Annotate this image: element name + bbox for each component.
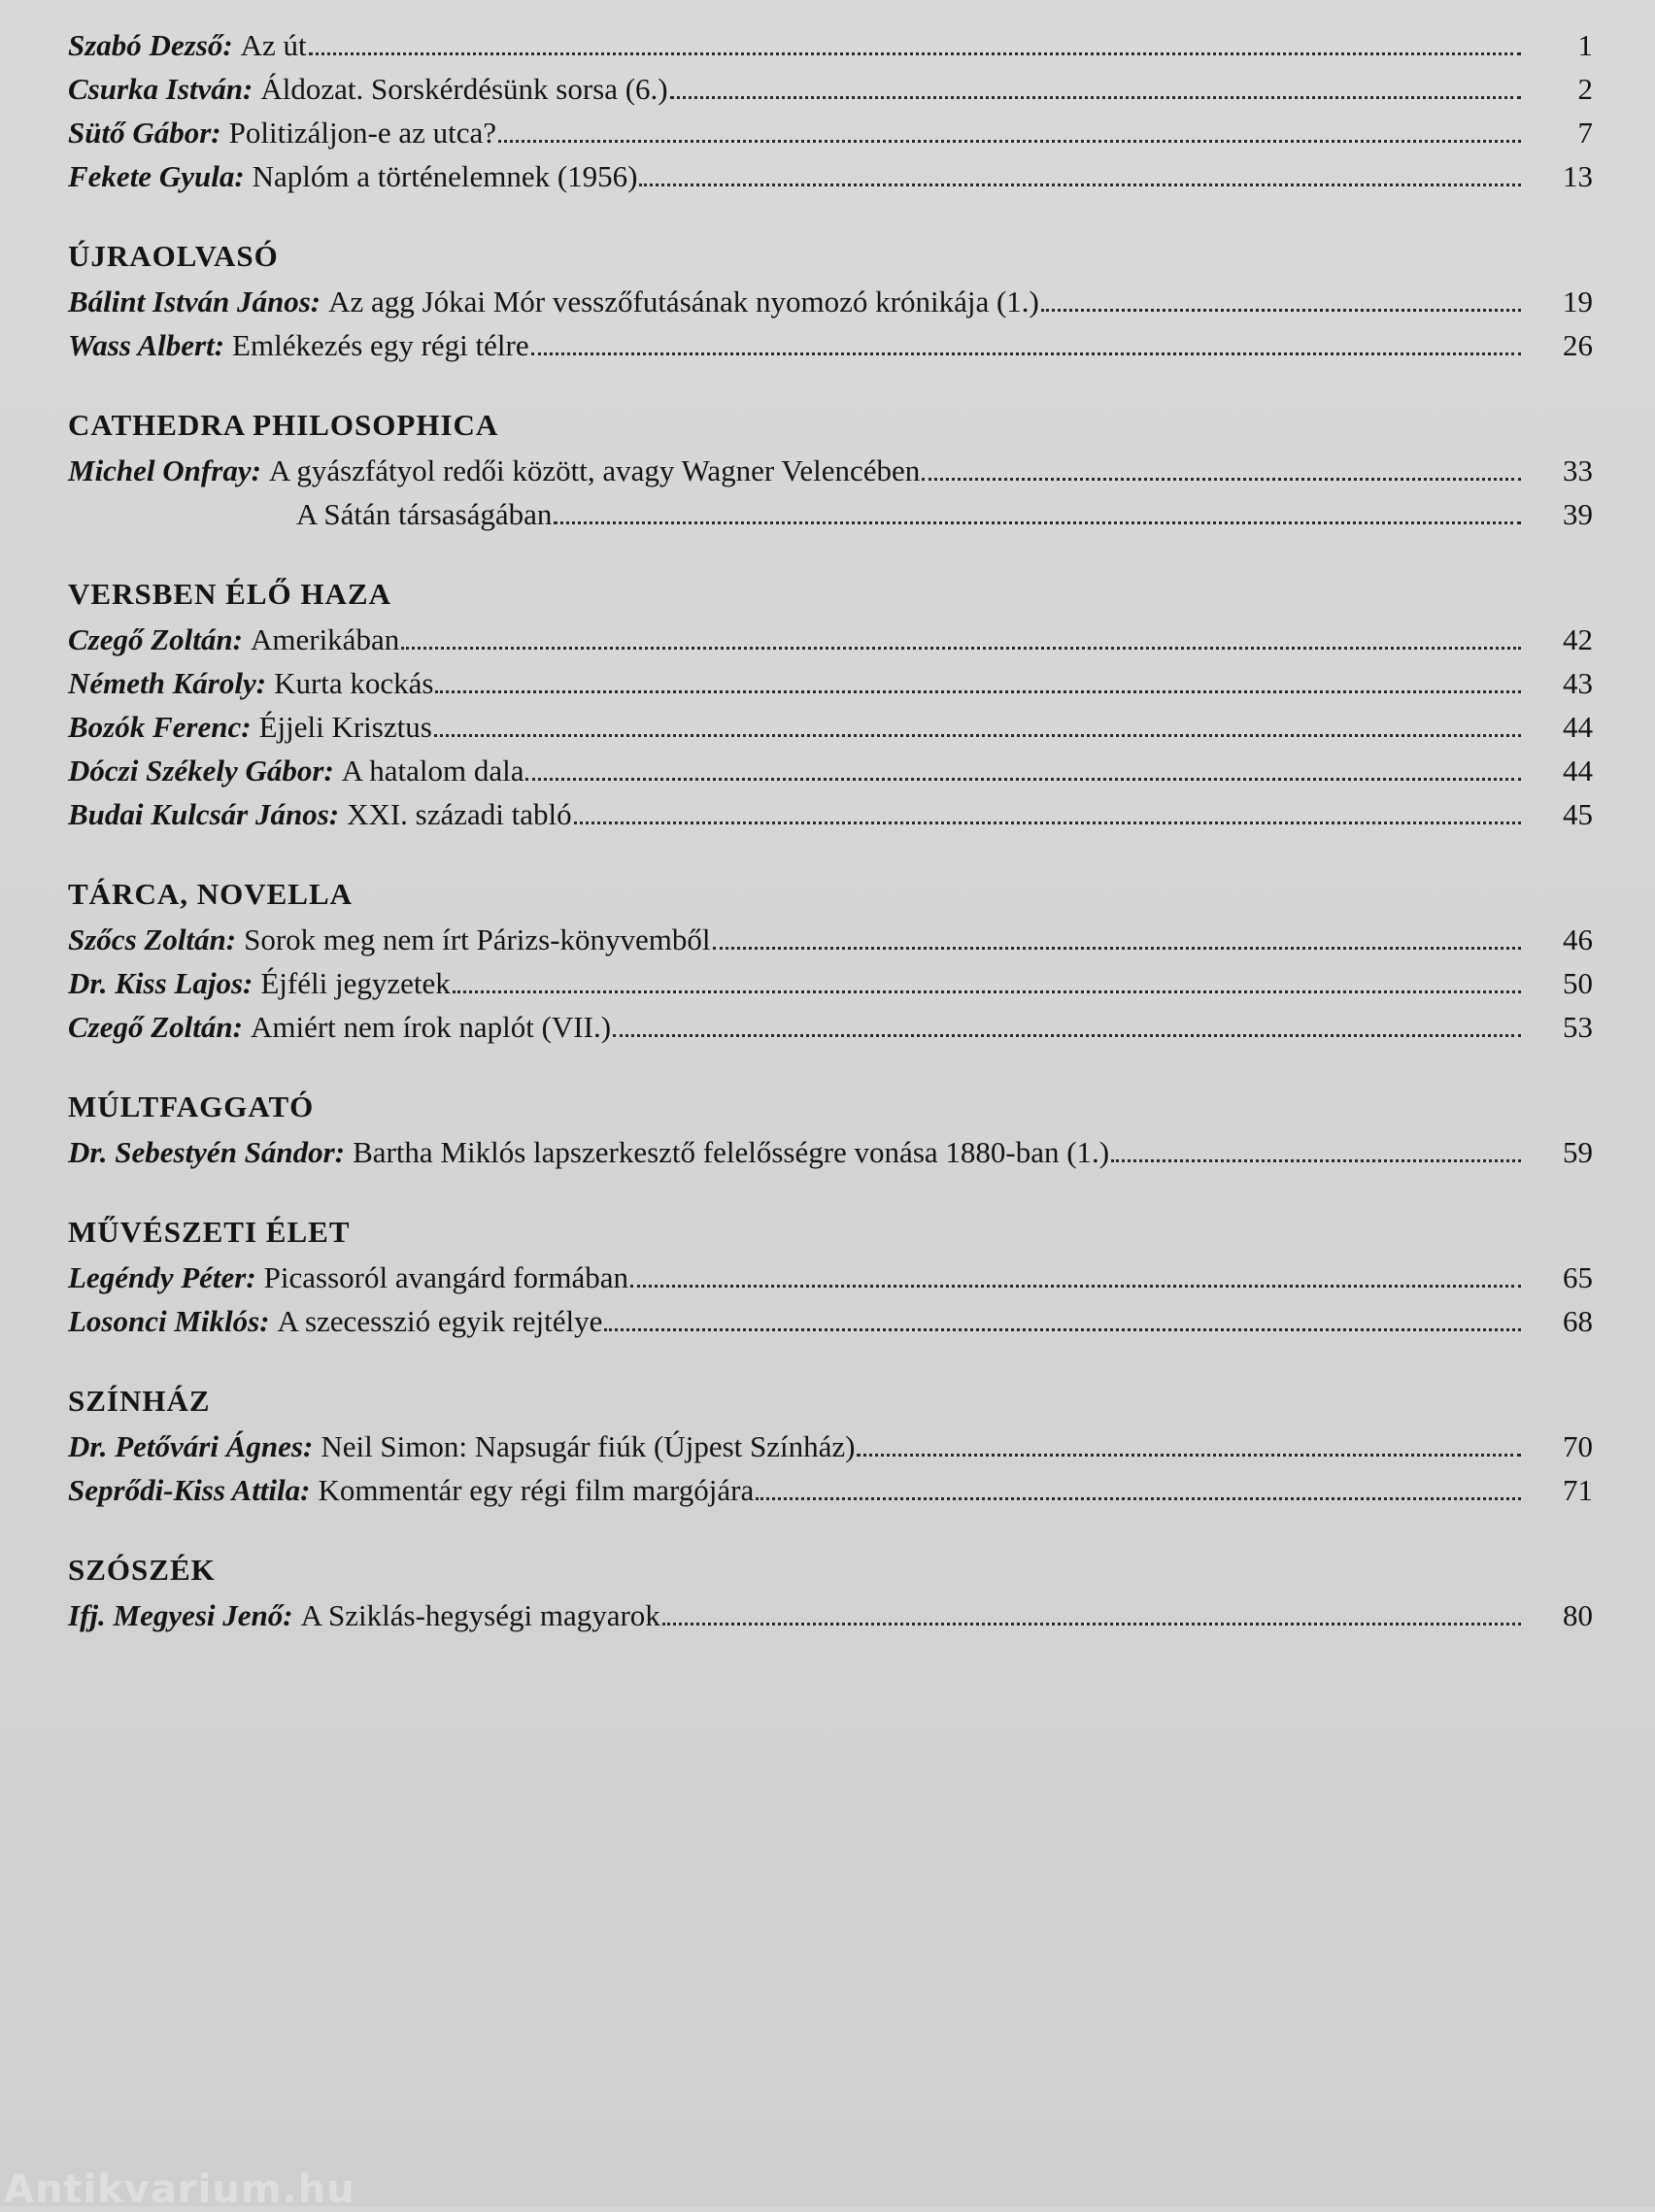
section-heading: MÚLTFAGGATÓ xyxy=(68,1089,315,1123)
toc-section xyxy=(68,21,1593,196)
entry-page-number: 45 xyxy=(1563,797,1593,831)
toc-entry xyxy=(68,21,1593,65)
entry-page-number: 44 xyxy=(1563,754,1593,788)
entry-title: Éjféli jegyzetek xyxy=(260,966,451,1000)
entry-author: Michel Onfray: xyxy=(68,453,261,487)
section-heading: SZÓSZÉK xyxy=(68,1553,216,1587)
toc-entry xyxy=(68,1128,1593,1172)
toc-section xyxy=(68,235,1593,365)
entry-author: Czegő Zoltán: xyxy=(68,1010,243,1044)
entry-page-number: 19 xyxy=(1563,285,1593,318)
entry-page-number: 65 xyxy=(1563,1260,1593,1294)
toc-entry xyxy=(68,916,1593,959)
toc-entry xyxy=(68,447,1593,490)
entry-page-number: 68 xyxy=(1563,1304,1593,1338)
entry-author: Sütő Gábor: xyxy=(68,116,221,150)
dot-leader xyxy=(453,989,1521,993)
toc-entry xyxy=(68,659,1593,703)
toc-entry xyxy=(68,278,1593,321)
entry-author: Budai Kulcsár János: xyxy=(68,797,340,831)
toc-entry xyxy=(68,1003,1593,1047)
dot-leader xyxy=(639,183,1521,186)
entry-author: Bálint István János: xyxy=(68,285,321,318)
dot-leader xyxy=(434,733,1521,737)
entry-author: Wass Albert: xyxy=(68,328,225,362)
entry-title: Naplóm a történelemnek (1956) xyxy=(252,159,638,193)
dot-leader xyxy=(604,1327,1521,1331)
entry-page-number: 50 xyxy=(1563,966,1593,1000)
entry-page-number: 13 xyxy=(1563,159,1593,193)
entry-title: Kommentár egy régi film margójára xyxy=(318,1473,755,1507)
dot-leader xyxy=(630,1284,1521,1288)
dot-leader xyxy=(554,520,1521,524)
entry-author: Csurka István: xyxy=(68,72,253,106)
entry-page-number: 2 xyxy=(1577,72,1593,106)
toc-section xyxy=(68,573,1593,834)
dot-leader xyxy=(662,1622,1521,1625)
entry-title: A Sátán társaságában xyxy=(296,497,553,531)
watermark: Antikvarium.hu xyxy=(4,2167,355,2212)
dot-leader xyxy=(574,821,1521,824)
entry-author: Bozók Ferenc: xyxy=(68,710,252,744)
toc-entry xyxy=(68,321,1593,365)
entry-page-number: 26 xyxy=(1563,328,1593,362)
dot-leader xyxy=(670,95,1521,99)
entry-title: Kurta kockás xyxy=(274,666,434,700)
toc-entry xyxy=(68,616,1593,659)
toc-entry xyxy=(68,152,1593,196)
entry-page-number: 42 xyxy=(1563,622,1593,656)
section-heading: VERSBEN ÉLŐ HAZA xyxy=(68,577,391,611)
entry-author: Ifj. Megyesi Jenő: xyxy=(68,1598,293,1632)
entry-title: Neil Simon: Napsugár fiúk (Újpest Színház) xyxy=(321,1429,856,1463)
dot-leader xyxy=(713,946,1521,950)
table-of-contents xyxy=(68,21,1593,1635)
entry-page-number: 39 xyxy=(1563,497,1593,531)
entry-author: Dr. Kiss Lajos: xyxy=(68,966,253,1000)
toc-entry xyxy=(68,703,1593,747)
toc-entry xyxy=(68,490,1593,534)
toc-entry xyxy=(68,65,1593,109)
entry-page-number: 53 xyxy=(1563,1010,1593,1044)
entry-title: Emlékezés egy régi télre xyxy=(232,328,529,362)
toc-section xyxy=(68,873,1593,1047)
toc-entry xyxy=(68,747,1593,790)
entry-author: Dr. Sebestyén Sándor: xyxy=(68,1135,346,1169)
entry-title: A gyászfátyol redői között, avagy Wagner Velencében xyxy=(268,453,921,487)
toc-entry xyxy=(68,959,1593,1003)
toc-entry xyxy=(68,1297,1593,1341)
entry-page-number: 43 xyxy=(1563,666,1593,700)
section-heading: MŰVÉSZETI ÉLET xyxy=(68,1215,351,1249)
entry-title: A Sziklás-hegységi magyarok xyxy=(300,1598,660,1632)
entry-author: Seprődi-Kiss Attila: xyxy=(68,1473,311,1507)
dot-leader xyxy=(309,51,1521,55)
entry-title: Amerikában xyxy=(250,622,400,656)
entry-title: Sorok meg nem írt Párizs-könyvemből xyxy=(244,922,711,956)
entry-title: Az út xyxy=(240,28,307,62)
toc-entry xyxy=(68,1466,1593,1510)
dot-leader xyxy=(857,1453,1521,1457)
entry-title: Az agg Jókai Mór vesszőfutásának nyomozó krónikája (1.) xyxy=(328,285,1039,318)
dot-leader xyxy=(1041,308,1521,312)
dot-leader xyxy=(756,1496,1521,1500)
toc-entry xyxy=(68,1592,1593,1635)
entry-title: XXI. századi tabló xyxy=(347,797,572,831)
section-heading: CATHEDRA PHILOSOPHICA xyxy=(68,408,499,442)
entry-title: Picassoról avangárd formában xyxy=(263,1260,628,1294)
dot-leader xyxy=(525,777,1521,781)
toc-entry xyxy=(68,1254,1593,1297)
entry-title: Éjjeli Krisztus xyxy=(258,710,432,744)
entry-page-number: 44 xyxy=(1563,710,1593,744)
toc-entry xyxy=(68,790,1593,834)
entry-author: Czegő Zoltán: xyxy=(68,622,243,656)
entry-author: Fekete Gyula: xyxy=(68,159,245,193)
dot-leader xyxy=(1111,1158,1521,1162)
entry-page-number: 70 xyxy=(1563,1429,1593,1463)
section-heading: SZÍNHÁZ xyxy=(68,1384,211,1418)
entry-title: Bartha Miklós lapszerkesztő felelősségre vonása 1880-ban (1.) xyxy=(353,1135,1110,1169)
entry-author: Dr. Petővári Ágnes: xyxy=(68,1429,314,1463)
toc-entry xyxy=(68,109,1593,152)
entry-page-number: 33 xyxy=(1563,453,1593,487)
toc-section xyxy=(68,1086,1593,1172)
entry-author: Németh Károly: xyxy=(68,666,267,700)
dot-leader xyxy=(613,1033,1521,1037)
toc-section xyxy=(68,1211,1593,1341)
entry-page-number: 1 xyxy=(1577,28,1593,62)
entry-title: A szecesszió egyik rejtélye xyxy=(277,1304,603,1338)
entry-author: Dóczi Székely Gábor: xyxy=(68,754,334,788)
entry-title: A hatalom dala xyxy=(341,754,524,788)
dot-leader xyxy=(401,646,1521,650)
entry-author: Szőcs Zoltán: xyxy=(68,922,237,956)
entry-page-number: 59 xyxy=(1563,1135,1593,1169)
entry-page-number: 71 xyxy=(1563,1473,1593,1507)
entry-title: Áldozat. Sorskérdésünk sorsa (6.) xyxy=(260,72,668,106)
toc-entry xyxy=(68,1423,1593,1466)
entry-page-number: 80 xyxy=(1563,1598,1593,1632)
dot-leader xyxy=(435,689,1521,693)
entry-author: Szabó Dezső: xyxy=(68,28,233,62)
toc-section xyxy=(68,1380,1593,1510)
entry-title: Politizáljon-e az utca? xyxy=(228,116,497,150)
toc-section xyxy=(68,1549,1593,1635)
section-heading: TÁRCA, NOVELLA xyxy=(68,877,354,911)
entry-author: Legéndy Péter: xyxy=(68,1260,256,1294)
toc-section xyxy=(68,404,1593,534)
entry-page-number: 46 xyxy=(1563,922,1593,956)
dot-leader xyxy=(531,352,1521,355)
dot-leader xyxy=(498,139,1521,143)
dot-leader xyxy=(922,477,1521,481)
entry-page-number: 7 xyxy=(1577,116,1593,150)
section-heading: ÚJRAOLVASÓ xyxy=(68,239,279,273)
entry-title: Amiért nem írok naplót (VII.) xyxy=(250,1010,612,1044)
entry-author: Losonci Miklós: xyxy=(68,1304,270,1338)
